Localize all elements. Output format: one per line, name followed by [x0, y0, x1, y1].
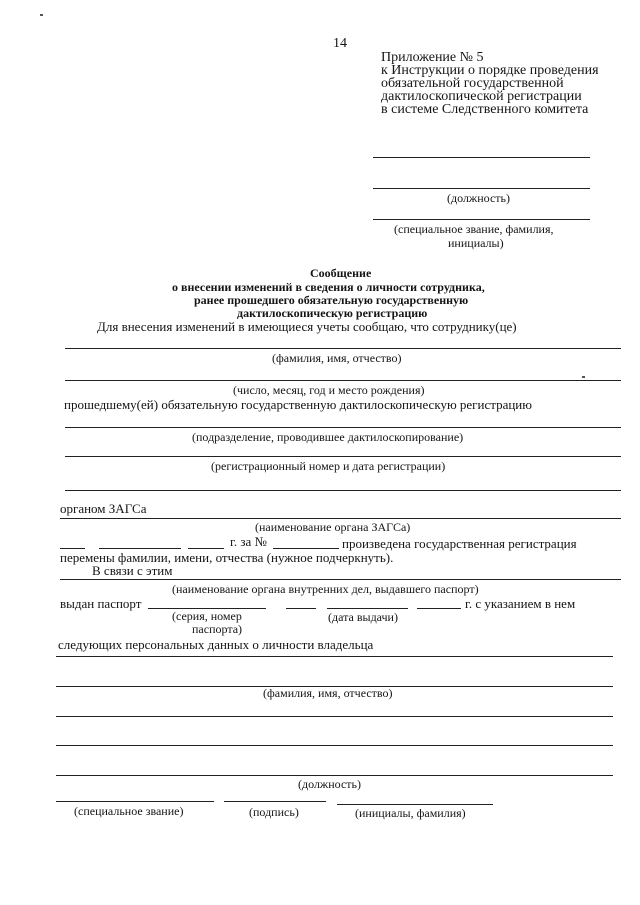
organ-line — [60, 579, 621, 580]
series-caption-2: паспорта) — [192, 622, 243, 636]
title-line-4: дактилоскопическую регистрацию — [237, 306, 428, 320]
zags-caption: (наименование органа ЗАГСа) — [255, 520, 411, 534]
addressee-initials-caption: инициалы) — [448, 236, 504, 250]
blank-line — [65, 490, 621, 491]
appendix-title: Приложение № 5 — [381, 50, 484, 65]
personal-data-line-4 — [56, 745, 613, 746]
appendix-line-5: в системе Следственного комитета — [381, 102, 589, 117]
initials-caption: (инициалы, фамилия) — [355, 806, 466, 820]
fio-caption: (фамилия, имя, отчество) — [272, 351, 402, 365]
day-blank — [60, 548, 85, 549]
zags-text: органом ЗАГСа — [60, 501, 147, 516]
year-blank — [188, 548, 224, 549]
intro-text: Для внесения изменений в имеющиеся учеты сообщаю, что сотруднику(це) — [97, 319, 517, 334]
organ-caption: (наименование органа внутренних дел, выдавшего паспорт) — [172, 582, 479, 596]
unit-caption: (подразделение, проводившее дактилоскопирование) — [192, 430, 464, 444]
addressee-line-2 — [373, 188, 590, 189]
number-blank — [273, 548, 339, 549]
unit-line — [65, 427, 621, 428]
addressee-line-1 — [373, 157, 590, 158]
document-title: Сообщение — [310, 266, 372, 280]
year-indication-text: г. с указанием в нем — [465, 596, 576, 611]
fio-caption-2: (фамилия, имя, отчество) — [263, 686, 393, 700]
scan-mark — [40, 14, 43, 16]
page-number: 14 — [333, 36, 347, 51]
scan-mark — [582, 376, 585, 378]
birth-line — [65, 380, 621, 381]
initials-line — [337, 804, 493, 805]
zags-line — [60, 518, 621, 519]
fio-line — [65, 348, 621, 349]
rank-line — [56, 801, 214, 802]
year-issue-blank — [417, 608, 461, 609]
month-blank — [99, 548, 181, 549]
rank-caption: (специальное звание) — [74, 804, 184, 818]
reg-line — [65, 456, 621, 457]
appendix-line-4: дактилоскопической регистрации — [381, 89, 582, 104]
addressee-rank-caption: (специальное звание, фамилия, — [394, 222, 554, 236]
series-caption: (серия, номер — [172, 609, 242, 623]
day-issue-blank — [286, 608, 316, 609]
month-issue-blank — [327, 608, 408, 609]
sign-caption: (подпись) — [249, 805, 299, 819]
title-line-3: ранее прошедшего обязательную государственную — [194, 293, 469, 307]
birth-caption: (число, месяц, год и место рождения) — [233, 383, 425, 397]
registered-text: произведена государственная регистрация — [342, 536, 577, 551]
personal-data-line-1 — [56, 656, 613, 657]
addressee-position-caption: (должность) — [447, 191, 510, 205]
title-line-2: о внесении изменений в сведения о личности сотрудника, — [172, 280, 485, 294]
change-text: перемены фамилии, имени, отчества (нужное подчеркнуть). — [60, 550, 394, 565]
in-connection-text: В связи с этим — [92, 563, 173, 578]
passed-text: прошедшему(ей) обязательную государственную дактилоскопическую регистрацию — [64, 397, 532, 412]
sign-line — [224, 801, 326, 802]
addressee-line-3 — [373, 219, 590, 220]
reg-caption: (регистрационный номер и дата регистрации) — [211, 459, 446, 473]
signature-position-caption: (должность) — [298, 777, 361, 791]
personal-data-line-3 — [56, 716, 613, 717]
year-number-text: г. за № — [230, 534, 267, 549]
passport-issued-text: выдан паспорт — [60, 596, 142, 611]
appendix-line-3: обязательной государственной — [381, 76, 564, 91]
following-text: следующих персональных данных о личности владельца — [58, 637, 374, 652]
appendix-line-2: к Инструкции о порядке проведения — [381, 63, 599, 78]
signature-position-line — [56, 775, 613, 776]
date-caption: (дата выдачи) — [328, 610, 398, 624]
